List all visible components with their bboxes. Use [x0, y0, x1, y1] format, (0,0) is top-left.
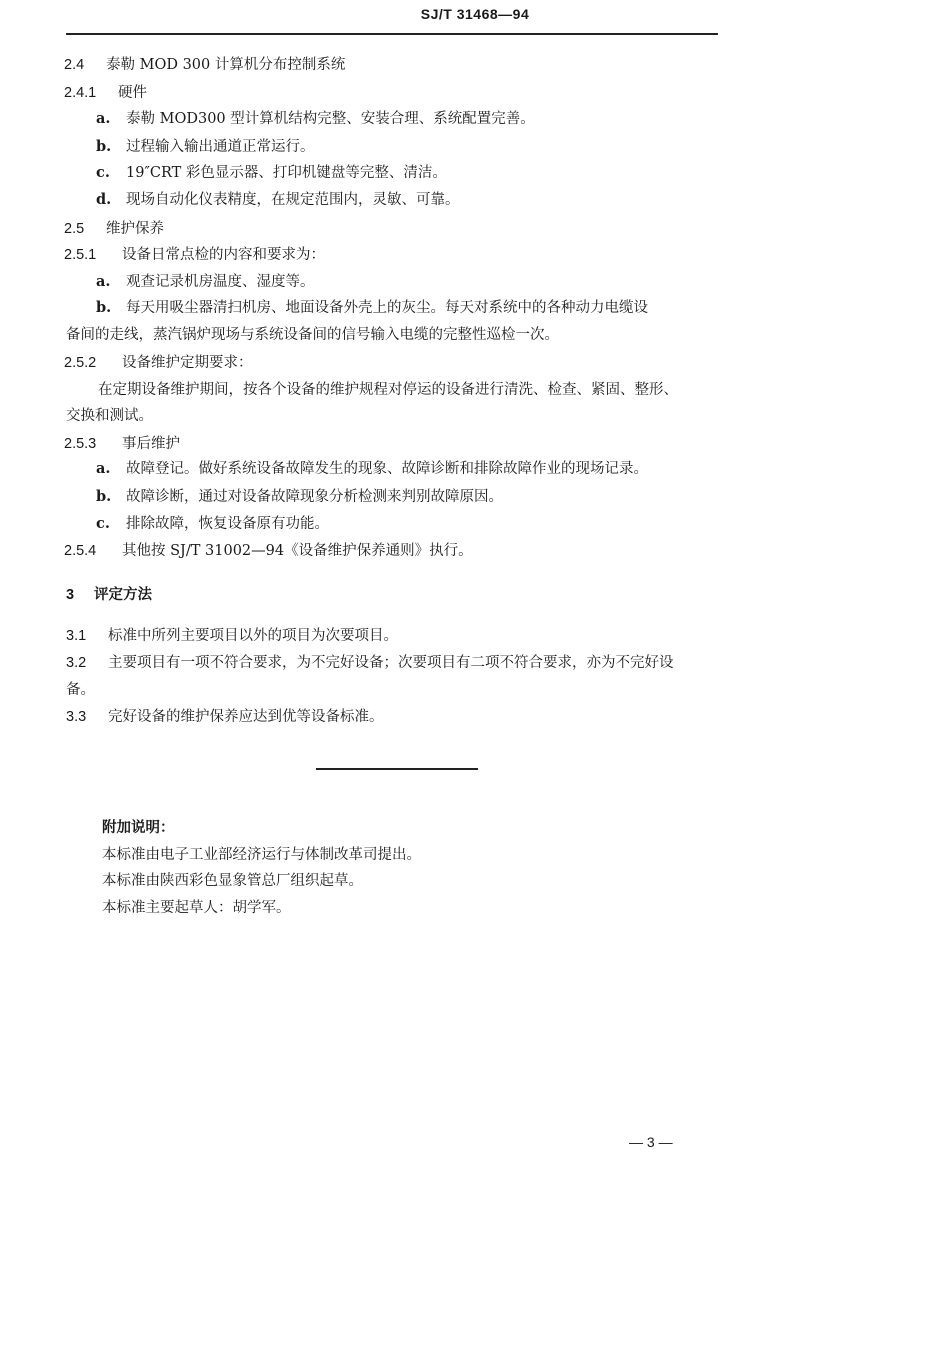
section-number: 3.3 [66, 709, 87, 725]
item-text: 现场自动化仪表精度，在规定范围内，灵敏、可靠。 [126, 192, 460, 208]
section-title: 其他按 SJ/T 31002—94《设备维护保养通则》执行。 [122, 543, 473, 559]
item-text: 过程输入输出通道正常运行。 [126, 139, 315, 155]
list-item [96, 459, 648, 479]
item-label: a. [96, 460, 111, 477]
paragraph-line: 备。 [66, 682, 95, 698]
section-text: 主要项目有一项不符合要求，为不完好设备；次要项目有二项不符合要求，亦为不完好设 [108, 655, 674, 671]
section-title: 事后维护 [122, 436, 180, 452]
section-title: 评定方法 [94, 586, 152, 603]
item-text: 19″CRT 彩色显示器、打印机键盘等完整、清洁。 [126, 165, 447, 181]
appendix-line: 本标准由陕西彩色显象管总厂组织起草。 [102, 873, 363, 889]
item-text: 每天用吸尘器清扫机房、地面设备外壳上的灰尘。每天对系统中的各种动力电缆设 [126, 300, 648, 316]
item-label: b. [96, 488, 112, 505]
section-title: 设备维护定期要求： [122, 355, 253, 371]
section-2-4-1 [64, 83, 147, 103]
section-number: 2.4 [64, 57, 85, 73]
item-label: d. [96, 191, 112, 208]
section-2-5-2 [64, 353, 253, 373]
item-text: 观查记录机房温度、湿度等。 [126, 274, 315, 290]
list-item [96, 163, 447, 183]
item-label: c. [96, 164, 110, 181]
section-2-5-1 [64, 245, 325, 265]
page-number: — 3 — [629, 1134, 673, 1150]
document-code-header: SJ/T 31468—94 [420, 6, 530, 22]
section-number: 3 [66, 587, 75, 603]
paragraph-line: 交换和测试。 [66, 408, 153, 424]
section-2-4 [64, 55, 345, 75]
paragraph-line: 在定期设备维护期间，按各个设备的维护规程对停运的设备进行清洗、检查、紧固、整形、 [98, 382, 678, 398]
section-title: 硬件 [118, 85, 147, 101]
section-3-heading [66, 585, 152, 605]
list-item [96, 487, 503, 507]
section-number: 3.2 [66, 655, 87, 671]
end-divider [316, 768, 478, 770]
list-item [96, 137, 315, 157]
section-text: 完好设备的维护保养应达到优等设备标准。 [108, 709, 384, 725]
list-item [96, 298, 648, 318]
item-label: b. [96, 299, 112, 316]
list-item [96, 190, 460, 210]
section-number: 3.1 [66, 628, 87, 644]
section-title: 维护保养 [106, 221, 164, 237]
header-rule [66, 33, 718, 35]
section-title: 泰勒 MOD 300 计算机分布控制系统 [106, 57, 346, 73]
section-3-3 [66, 707, 384, 727]
section-number: 2.5.1 [64, 247, 97, 263]
item-label: c. [96, 515, 110, 532]
section-number: 2.4.1 [64, 85, 97, 101]
item-text: 故障登记。做好系统设备故障发生的现象、故障诊断和排除故障作业的现场记录。 [126, 461, 648, 477]
section-number: 2.5 [64, 221, 85, 237]
section-3-2 [66, 653, 674, 673]
item-text: 故障诊断，通过对设备故障现象分析检测来判别故障原因。 [126, 489, 503, 505]
item-label: a. [96, 273, 111, 290]
item-continuation: 备间的走线，蒸汽锅炉现场与系统设备间的信号输入电缆的完整性巡检一次。 [66, 327, 559, 343]
section-number: 2.5.3 [64, 436, 97, 452]
appendix-line: 本标准主要起草人：胡学军。 [102, 900, 291, 916]
item-label: a. [96, 110, 111, 127]
section-2-5 [64, 219, 164, 239]
list-item [96, 514, 329, 534]
list-item [96, 109, 535, 129]
list-item [96, 272, 315, 292]
section-2-5-4 [64, 541, 473, 561]
section-3-1 [66, 626, 398, 646]
item-label: b. [96, 138, 112, 155]
item-text: 泰勒 MOD300 型计算机结构完整、安装合理、系统配置完善。 [126, 111, 535, 127]
item-text: 排除故障，恢复设备原有功能。 [126, 516, 329, 532]
appendix-line: 本标准由电子工业部经济运行与体制改革司提出。 [102, 847, 421, 863]
section-text: 标准中所列主要项目以外的项目为次要项目。 [108, 628, 398, 644]
appendix-title: 附加说明： [102, 819, 175, 836]
section-number: 2.5.4 [64, 543, 97, 559]
section-title: 设备日常点检的内容和要求为： [122, 247, 325, 263]
section-number: 2.5.2 [64, 355, 97, 371]
section-2-5-3 [64, 434, 180, 454]
